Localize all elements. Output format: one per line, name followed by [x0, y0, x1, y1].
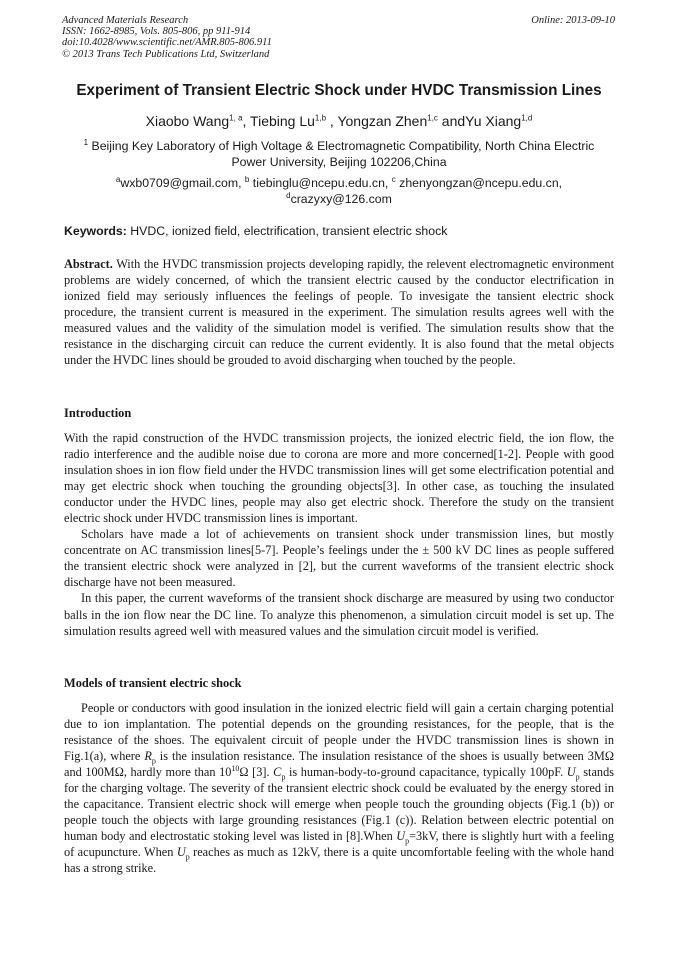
author-separator: and	[437, 113, 466, 129]
text-run: is human-body-to-ground capacitance, typically 100pF.	[285, 765, 567, 780]
issn-line: ISSN: 1662-8985, Vols. 805-806, pp 911-914	[62, 26, 251, 38]
email-mark: d	[286, 190, 291, 200]
email-mark: a	[115, 174, 121, 184]
text-run: reaches as much as 12kV, there is a quite uncomfortable feeling with the whole hand has a strong strike.	[64, 845, 615, 876]
subscript: p	[281, 772, 286, 782]
symbol: U	[396, 829, 406, 844]
journal-header	[62, 15, 272, 60]
author-separator: ,	[326, 113, 338, 129]
paragraph	[64, 700, 614, 877]
author-affil-mark: 1,d	[521, 113, 533, 123]
superscript: 10	[231, 764, 240, 774]
author-separator: ,	[242, 113, 251, 129]
email-address[interactable]: wxb0709@gmail.com,	[120, 176, 245, 190]
subscript: p	[151, 756, 156, 766]
keywords-label: Keywords:	[64, 224, 127, 238]
paper-title: Experiment of Transient Electric Shock under HVDC Transmission Lines	[76, 82, 602, 99]
email-address[interactable]: zhenyongzan@ncepu.edu.cn,	[395, 176, 563, 190]
affiliation-text: Beijing Key Laboratory of High Voltage & Electromagnetic Compatibility, North China Electric Power University, Beijing 102206,China	[88, 139, 595, 169]
paragraph: Scholars have made a lot of achievements on transient shock under transmission lines, but mostly concentrate on AC transmission lines[5-7]. People’s feelings under the ± 500 kV DC lines as people suffered the transient electric shock were analyzed in [2], but the current waveforms of the transient electric shock discharge have not been measured.	[64, 527, 614, 590]
keywords	[64, 224, 447, 238]
symbol: U	[566, 765, 576, 780]
subscript: p	[405, 836, 410, 846]
text-run: is the insulation resistance. The insulation resistance of the shoes is usually between 3MΩ and 100MΩ, hardly more than 10	[64, 749, 615, 780]
subscript: p	[575, 772, 580, 782]
author-list	[40, 113, 638, 129]
email-mark: b	[244, 174, 250, 184]
paragraph: With the rapid construction of the HVDC transmission projects, the ionized electric field, the ion flow, the radio interference and the audible noise due to corona are more and more concerned[1-2]. People with good insulation shoes in ion flow field under the HVDC transmission lines will get some electrification potential and may get electric shock when touching the grounding objects[3]. In other case, as touching the insulated conductor under the HVDC lines, people may also get electric shock. Therefore the study on the transient electric shock under HVDC transmission lines is important.	[64, 431, 614, 526]
affiliation-mark: 1	[83, 137, 89, 147]
symbol: R	[144, 749, 152, 764]
author-name: Yu Xiang	[465, 113, 522, 129]
author-affil-mark: 1,b	[314, 113, 327, 123]
symbol: U	[176, 845, 186, 860]
doi-line[interactable]: doi:10.4028/www.scientific.net/AMR.805-806.911	[62, 37, 272, 49]
online-date: Online: 2013-09-10	[531, 15, 615, 26]
author-emails	[70, 175, 608, 207]
text-run: =3kV, there is slightly hurt with a feeling of acupuncture. When	[64, 829, 614, 860]
introduction-body	[64, 430, 614, 639]
text-run: People or conductors with good insulation in the ionized electric field will gain a certain charging potential due to ion implantation. The potential depends on the grounding resistances, for the people, that is the resistance of the shoes. The equivalent circuit of people under the HVDC transmission lines is shown in Fig.1(a), where	[64, 701, 614, 764]
keywords-text: HVDC, ionized field, electrification, transient electric shock	[126, 224, 448, 238]
email-mark: c	[391, 174, 396, 184]
abstract-label: Abstract.	[64, 257, 113, 271]
symbol: C	[273, 765, 282, 780]
author-name: Xiaobo Wang	[145, 113, 230, 129]
email-address[interactable]: crazyxy@126.com	[290, 192, 392, 206]
author-name: Tiebing Lu	[250, 113, 315, 129]
abstract-text: With the HVDC transmission projects developing rapidly, the relevent electromagnetic environment problems are widely concerned, of which the transient electric caused by the conductor electrification in ionized field may seriously influences the feelings of people. To invesigate the tansient electric shock procedure, the transient current is measured in the experiment. The simulation results agrees well with the measured values and the validity of the simulation model is verified. The simulation results show that the resistance in the discharging circuit can reduce the current evidently. It is also found that the metal objects under the HVDC lines should be grouded to avoid discharging when touched by the people.	[64, 257, 614, 368]
paragraph: In this paper, the current waveforms of the transient shock discharge are measured by using two conductor balls in the ion flow near the DC line. To analyze this phenomenon, a simulation circuit model is set up. The simulation results agreed well with measured values and the simulation circuit model is verified.	[64, 591, 614, 638]
models-body	[64, 700, 614, 877]
author-affil-mark: 1, a	[229, 113, 243, 123]
text-run: Ω [3].	[239, 765, 274, 780]
author-name: Yongzan Zhen	[337, 113, 428, 129]
author-affil-mark: 1,c	[427, 113, 438, 123]
models-heading: Models of transient electric shock	[64, 676, 242, 690]
journal-name: Advanced Materials Research	[62, 15, 189, 26]
email-address[interactable]: tiebinglu@ncepu.edu.cn,	[249, 176, 392, 190]
abstract	[64, 256, 614, 368]
introduction-heading: Introduction	[64, 406, 132, 420]
copyright-line: © 2013 Trans Tech Publications Ltd, Switzerland	[62, 48, 270, 60]
text-run: stands for the charging voltage. The severity of the transient electric shock could be evaluated by the energy stored in the capacitance. Transient electric shock will emerge when people touch the grounding objects (Fig.1 (b)) or people touch the objects with large grounding resistances (Fig.1 (c)). Relation between electric potential on human body and electrostatic stoking level was listed in [8].When	[64, 765, 614, 844]
subscript: p	[185, 852, 190, 862]
affiliation	[70, 138, 608, 170]
